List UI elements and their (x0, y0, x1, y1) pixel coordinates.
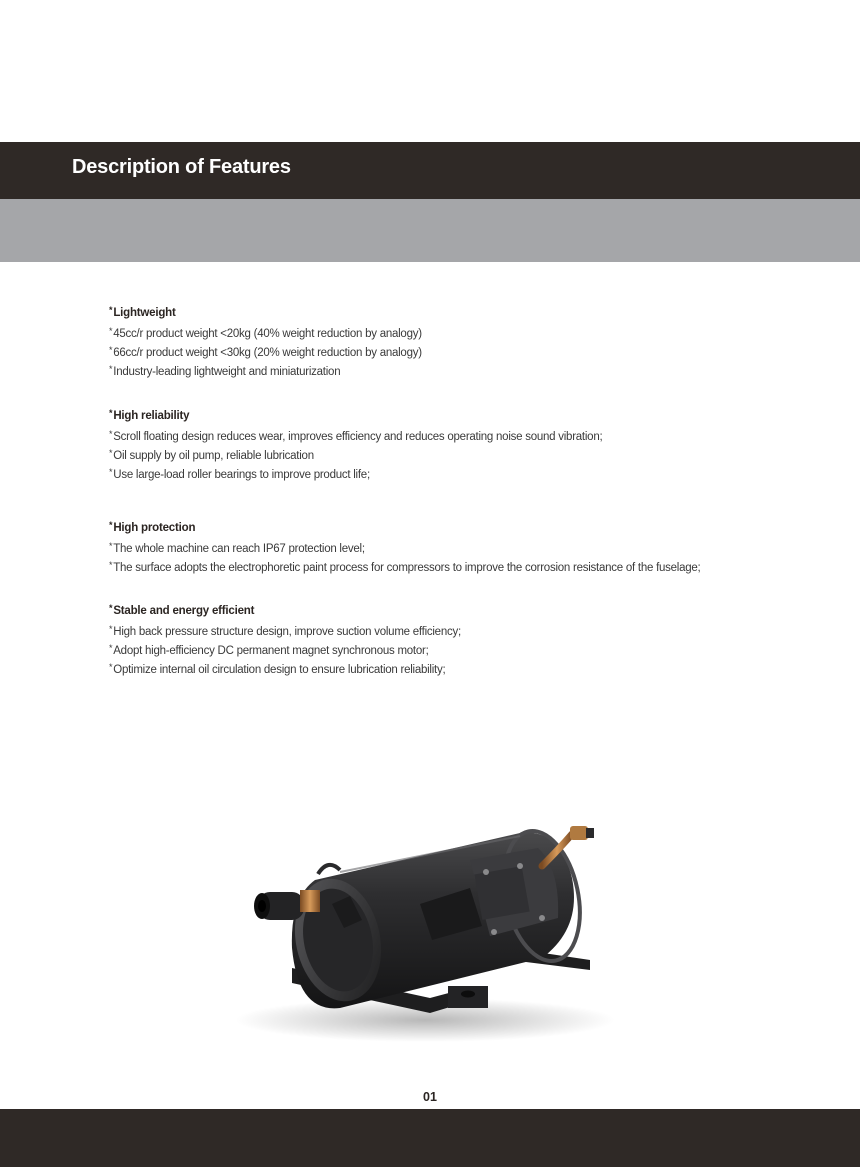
section-high-reliability (109, 405, 809, 517)
list-item: *45cc/r product weight <20kg (40% weight reduction by analogy) (109, 326, 422, 340)
section-heading: *High reliability (109, 408, 190, 422)
page-number: 01 (423, 1090, 437, 1104)
list-item-text: The whole machine can reach IP67 protection level; (113, 543, 365, 555)
grey-band (0, 199, 860, 262)
list-item: *Oil supply by oil pump, reliable lubrication (109, 448, 314, 462)
section-heading-text: High protection (113, 522, 196, 534)
list-item-text: Scroll floating design reduces wear, improves efficiency and reduces operating noise sound vibration; (113, 431, 603, 443)
section-heading: *High protection (109, 520, 196, 534)
list-item-text: Industry-leading lightweight and miniaturization (113, 366, 341, 378)
list-item-text: Adopt high-efficiency DC permanent magnet synchronous motor; (113, 645, 429, 657)
list-item: *66cc/r product weight <30kg (20% weight reduction by analogy) (109, 345, 422, 359)
list-item: *Scroll floating design reduces wear, improves efficiency and reduces operating noise sound vibration; (109, 429, 603, 443)
list-item: *High back pressure structure design, improve suction volume efficiency; (109, 624, 461, 638)
features-list (109, 302, 809, 677)
compressor-product-image (220, 808, 640, 1053)
footer-band (0, 1109, 860, 1167)
section-heading-text: High reliability (113, 410, 190, 422)
section-heading-text: Stable and energy efficient (113, 605, 255, 617)
list-item-text: Use large-load roller bearings to improve product life; (113, 469, 370, 481)
list-item: *The whole machine can reach IP67 protection level; (109, 541, 365, 555)
list-item-text: 45cc/r product weight <20kg (40% weight reduction by analogy) (113, 328, 422, 340)
list-item: *Industry-leading lightweight and miniaturization (109, 364, 341, 378)
list-item: *Adopt high-efficiency DC permanent magnet synchronous motor; (109, 643, 429, 657)
list-item-text: Optimize internal oil circulation design to ensure lubrication reliability; (113, 664, 446, 676)
list-item-text: Oil supply by oil pump, reliable lubrication (113, 450, 314, 462)
list-item: *Use large-load roller bearings to improve product life; (109, 467, 370, 481)
list-item-text: High back pressure structure design, improve suction volume efficiency; (113, 626, 461, 638)
section-heading: *Lightweight (109, 305, 176, 319)
list-item: *The surface adopts the electrophoretic paint process for compressors to improve the corrosion resistance of the fuselage; (109, 560, 701, 574)
section-stable-energy-efficient (109, 600, 809, 677)
page-title: Description of Features (72, 156, 291, 178)
section-lightweight (109, 302, 809, 405)
list-item: *Optimize internal oil circulation design to ensure lubrication reliability; (109, 662, 446, 676)
list-item-text: The surface adopts the electrophoretic paint process for compressors to improve the corrosion resistance of the fuselage; (113, 562, 701, 574)
list-item-text: 66cc/r product weight <30kg (20% weight reduction by analogy) (113, 347, 422, 359)
section-heading-text: Lightweight (113, 307, 176, 319)
section-high-protection (109, 517, 809, 600)
section-heading: *Stable and energy efficient (109, 603, 255, 617)
